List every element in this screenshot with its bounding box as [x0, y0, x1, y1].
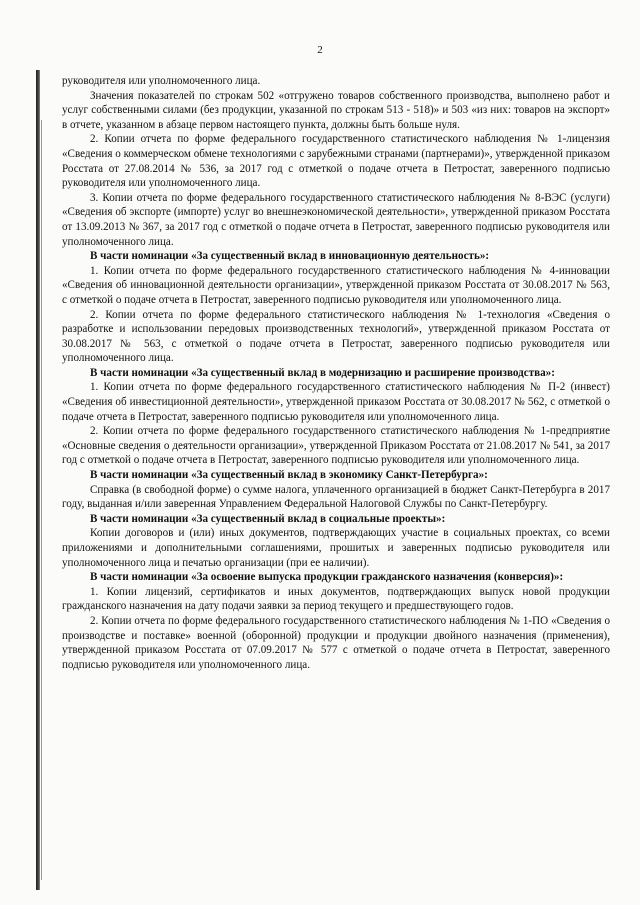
- section-heading: В части номинации «За существенный вклад в социальные проекты»:: [90, 512, 446, 525]
- paragraph: 1. Копии отчета по форме федерального государственного статистического наблюдения № 4-инновации «Сведения об инновационной деятельности организации», утвержденной приказом Росстата от 30.08.2017 № 563, с отметкой о подаче отчета в Петростат, заверенного подписью руководителя или уполномоченного лица.: [62, 264, 610, 306]
- section-heading: В части номинации «За существенный вклад в экономику Санкт-Петербурга»:: [90, 469, 488, 482]
- paragraph: 1. Копии лицензий, сертификатов и иных документов, подтверждающих выпуск новой продукции гражданского назначения на дату подачи заявки за период текущего и предшествующего годов.: [62, 585, 610, 613]
- paragraph: Копии договоров и (или) иных документов, подтверждающих участие в социальных проектах, со всеми приложениями и дополнительными соглашениями, прошитых и заверенных подписью руководителя или уполномоченного лица и печатью организации (при ее наличии).: [62, 527, 610, 569]
- section-heading: В части номинации «За освоение выпуска продукции гражданского назначения (конверсия)»:: [90, 571, 564, 584]
- binding-line: [41, 120, 42, 880]
- paragraph: 1. Копии отчета по форме федерального государственного статистического наблюдения № П-2 (инвест) «Сведения об инвестиционной деятельности», утвержденной приказом Росстата от 30.08.2017 № 562, с отметкой о подаче отчета в Петростат, заверенного подписью руководителя или уполномоченного лица.: [62, 381, 610, 423]
- paragraph: 2. Копии отчета по форме федерального статистического наблюдения № 1-технология «Сведения о разработке и использовании передовых производственных технологий», утвержденной приказом Росстата от 30.08.2017 № 563, с отметкой о подаче отчета в Петростат, заверенного подписью руководителя или уполномоченного лица.: [62, 308, 610, 365]
- paragraph: 2. Копии отчета по форме федерального государственного статистического наблюдения № 1-ПО «Сведения о производстве и поставке» военной (оборонной) продукции и продукции двойного назначения (применения), утвержденной приказом Росстата от 07.09.2017 № 577 с отметкой о подаче отчета в Петростат, заверенного подписью руководителя или уполномоченного лица.: [62, 614, 610, 671]
- page-number: 2: [317, 44, 323, 56]
- paragraph: руководителя или уполномоченного лица.: [62, 75, 261, 87]
- paragraph: Справка (в свободной форме) о сумме налога, уплаченного организацией в бюджет Санкт-Петербурга в 2017 году, выданная и/или заверенная Управлением Федеральной Налоговой Службы по Санкт-Петербургу.: [62, 483, 610, 511]
- paragraph: 3. Копии отчета по форме федерального государственного статистического наблюдения № 8-ВЭС (услуги) «Сведения об экспорте (импорте) услуг во внешнеэкономической деятельности», утвержденной приказом Росстата от 13.09.2013 № 367, за 2017 год с отметкой о подаче отчета в Петростат, заверенного подписью руководителя или уполномоченного лица.: [62, 191, 610, 248]
- paragraph: 2. Копии отчета по форме федерального государственного статистического наблюдения № 1-лицензия «Сведения о коммерческом обмене технологиями с зарубежными странами (партнерами)», утвержденной приказом Росстата от 27.08.2014 № 536, за 2017 год с отметкой о подаче отчета в Петростат, заверенного подписью руководителя или уполномоченного лица.: [62, 133, 610, 190]
- binding-edge: [36, 70, 40, 890]
- paragraph: Значения показателей по строкам 502 «отгружено товаров собственного производства, выполнено работ и услуг собственными силами (без продукции, указанной по строкам 513 - 518)» и 503 «из них: товаров на экспорт» в отчете, указанном в абзаце первом настоящего пункта, должны быть больше нуля.: [62, 89, 610, 131]
- section-heading: В части номинации «За существенный вклад в модернизацию и расширение производства»:: [90, 366, 555, 379]
- paragraph: 2. Копии отчета по форме федерального государственного статистического наблюдения № 1-предприятие «Основные сведения о деятельности организации», утвержденной Приказом Росстата от 21.08.2017 № 541, за 2017 год с отметкой о подаче отчета в Петростат, заверенного подписью руководителя или уполномоченного лица.: [62, 425, 610, 467]
- section-heading: В части номинации «За существенный вклад в инновационную деятельность»:: [90, 250, 490, 263]
- document-body: [62, 74, 610, 672]
